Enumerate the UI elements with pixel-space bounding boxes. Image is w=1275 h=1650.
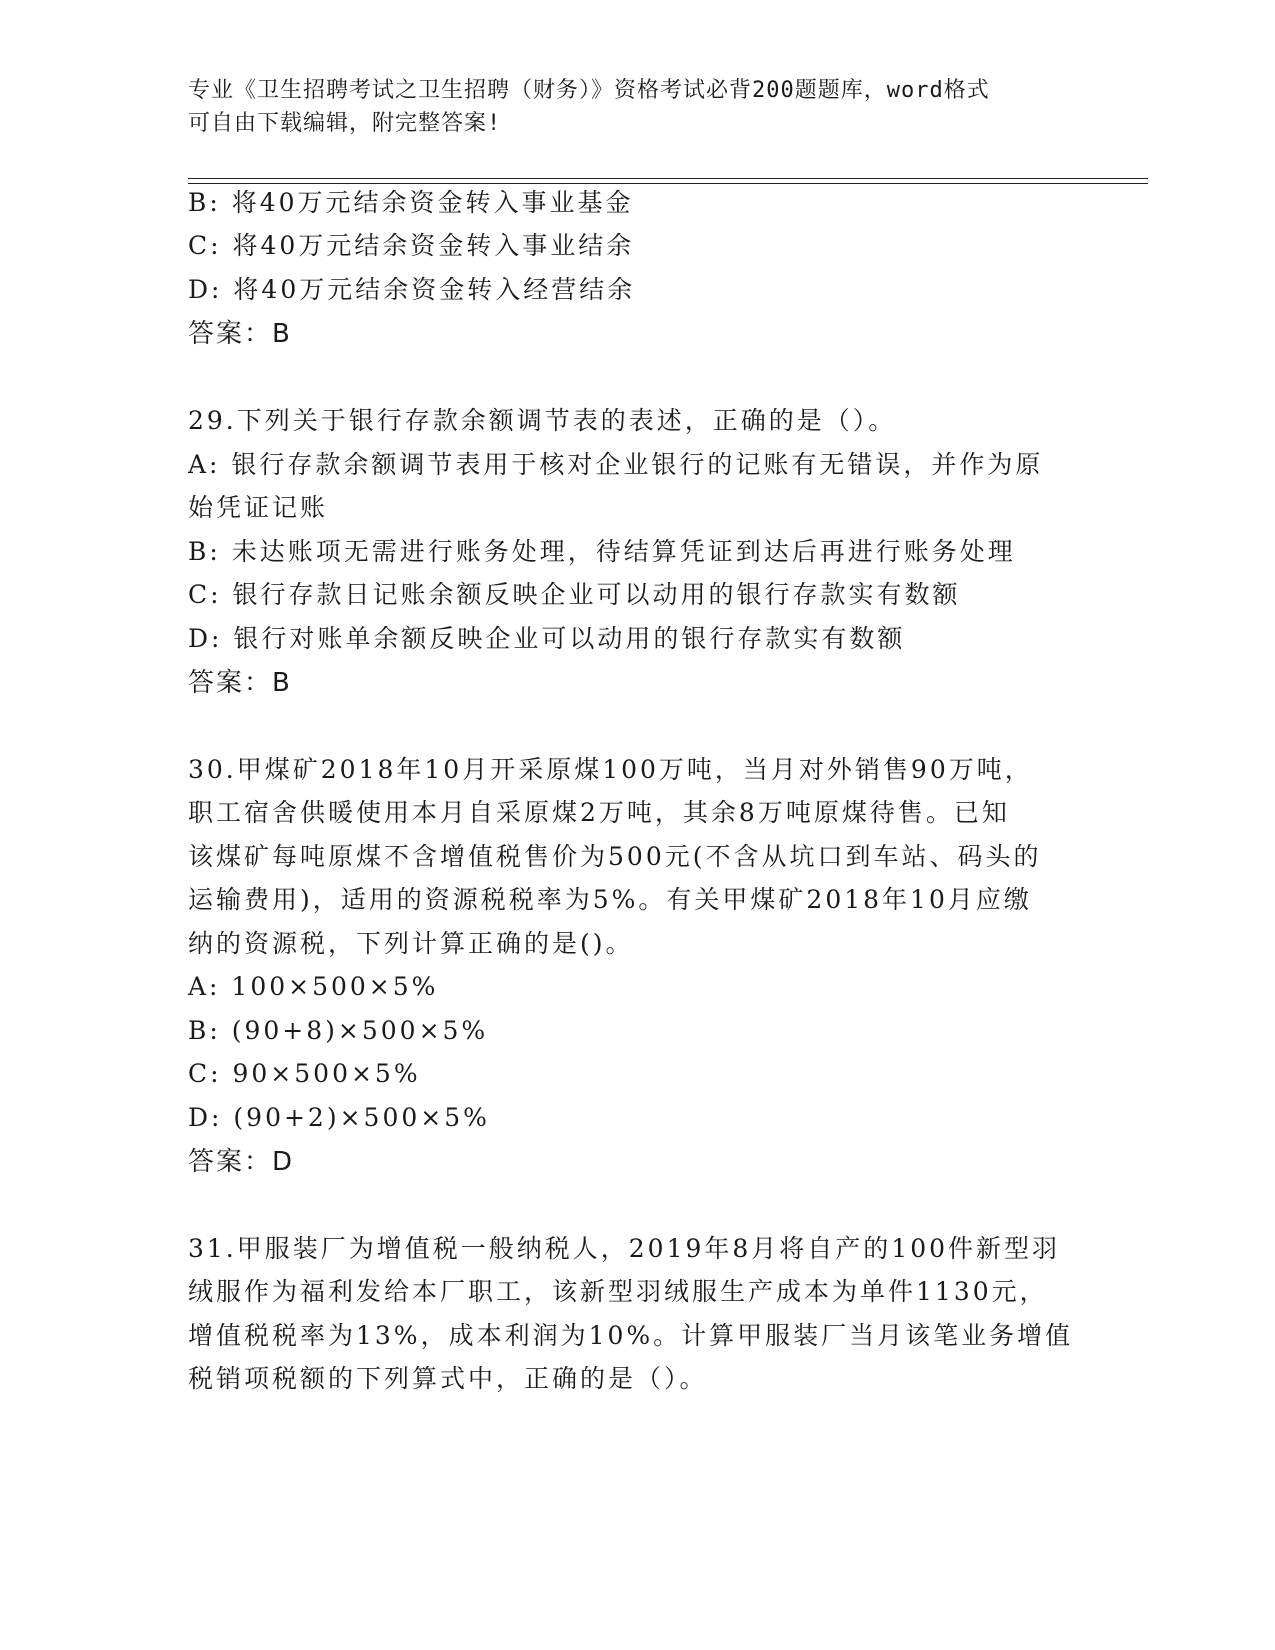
q31-question-line-1: 31.甲服装厂为增值税一般纳税人，2019年8月将自产的100件新型羽: [188, 1234, 1061, 1263]
q29-option-b: B: 未达账项无需进行账务处理，待结算凭证到达后再进行账务处理: [188, 537, 1016, 566]
q30-option-d: D: (90+2)×500×5%: [188, 1103, 490, 1132]
q29-option-a-line-2: 始凭证记账: [188, 493, 329, 522]
header-line-2: 可自由下载编辑，附完整答案!: [188, 111, 502, 136]
q28-option-c: C: 将40万元结余资金转入事业结余: [188, 231, 635, 260]
q30-answer: 答案：D: [188, 1147, 295, 1177]
q29-question: 29.下列关于银行存款余额调节表的表述，正确的是（）。: [188, 406, 897, 435]
q30-option-c: C: 90×500×5%: [188, 1059, 421, 1088]
header-title: [188, 74, 1068, 140]
q31-question-line-2: 绒服作为福利发给本厂职工，该新型羽绒服生产成本为单件1130元，: [188, 1277, 1048, 1306]
q30-question-line-4: 运输费用)，适用的资源税税率为5%。有关甲煤矿2018年10月应缴: [188, 885, 1032, 914]
q30-option-a: A: 100×500×5%: [188, 972, 439, 1001]
q29-option-d: D: 银行对账单余额反映企业可以动用的银行存款实有数额: [188, 624, 906, 653]
q30-question-line-1: 30.甲煤矿2018年10月开采原煤100万吨，当月对外销售90万吨，: [188, 755, 1033, 784]
q30-question-line-2: 职工宿舍供暖使用本月自采原煤2万吨，其余8万吨原煤待售。已知: [188, 798, 1010, 827]
q29-option-c: C: 银行存款日记账余额反映企业可以动用的银行存款实有数额: [188, 580, 961, 609]
q31-question-line-4: 税销项税额的下列算式中，正确的是（）。: [188, 1364, 708, 1393]
header-divider-bottom: [188, 183, 1148, 184]
q28-option-d: D: 将40万元结余资金转入经营结余: [188, 275, 636, 304]
q29-option-a-line-1: A: 银行存款余额调节表用于核对企业银行的记账有无错误，并作为原: [188, 450, 1044, 479]
q28-answer: 答案：B: [188, 319, 292, 349]
header-divider-top: [188, 178, 1148, 179]
q29-answer: 答案：B: [188, 668, 292, 698]
q30-option-b: B: (90+8)×500×5%: [188, 1016, 489, 1045]
q31-question-line-3: 增值税税率为13%，成本利润为10%。计算甲服装厂当月该笔业务增值: [188, 1321, 1074, 1350]
header-line-1: 专业《卫生招聘考试之卫生招聘（财务）》资格考试必背200题题库，word格式: [188, 78, 990, 103]
q28-option-b: B: 将40万元结余资金转入事业基金: [188, 188, 634, 217]
q30-question-line-3: 该煤矿每吨原煤不含增值税售价为500元(不含从坑口到车站、码头的: [188, 842, 1042, 871]
q30-question-line-5: 纳的资源税，下列计算正确的是()。: [188, 929, 634, 958]
